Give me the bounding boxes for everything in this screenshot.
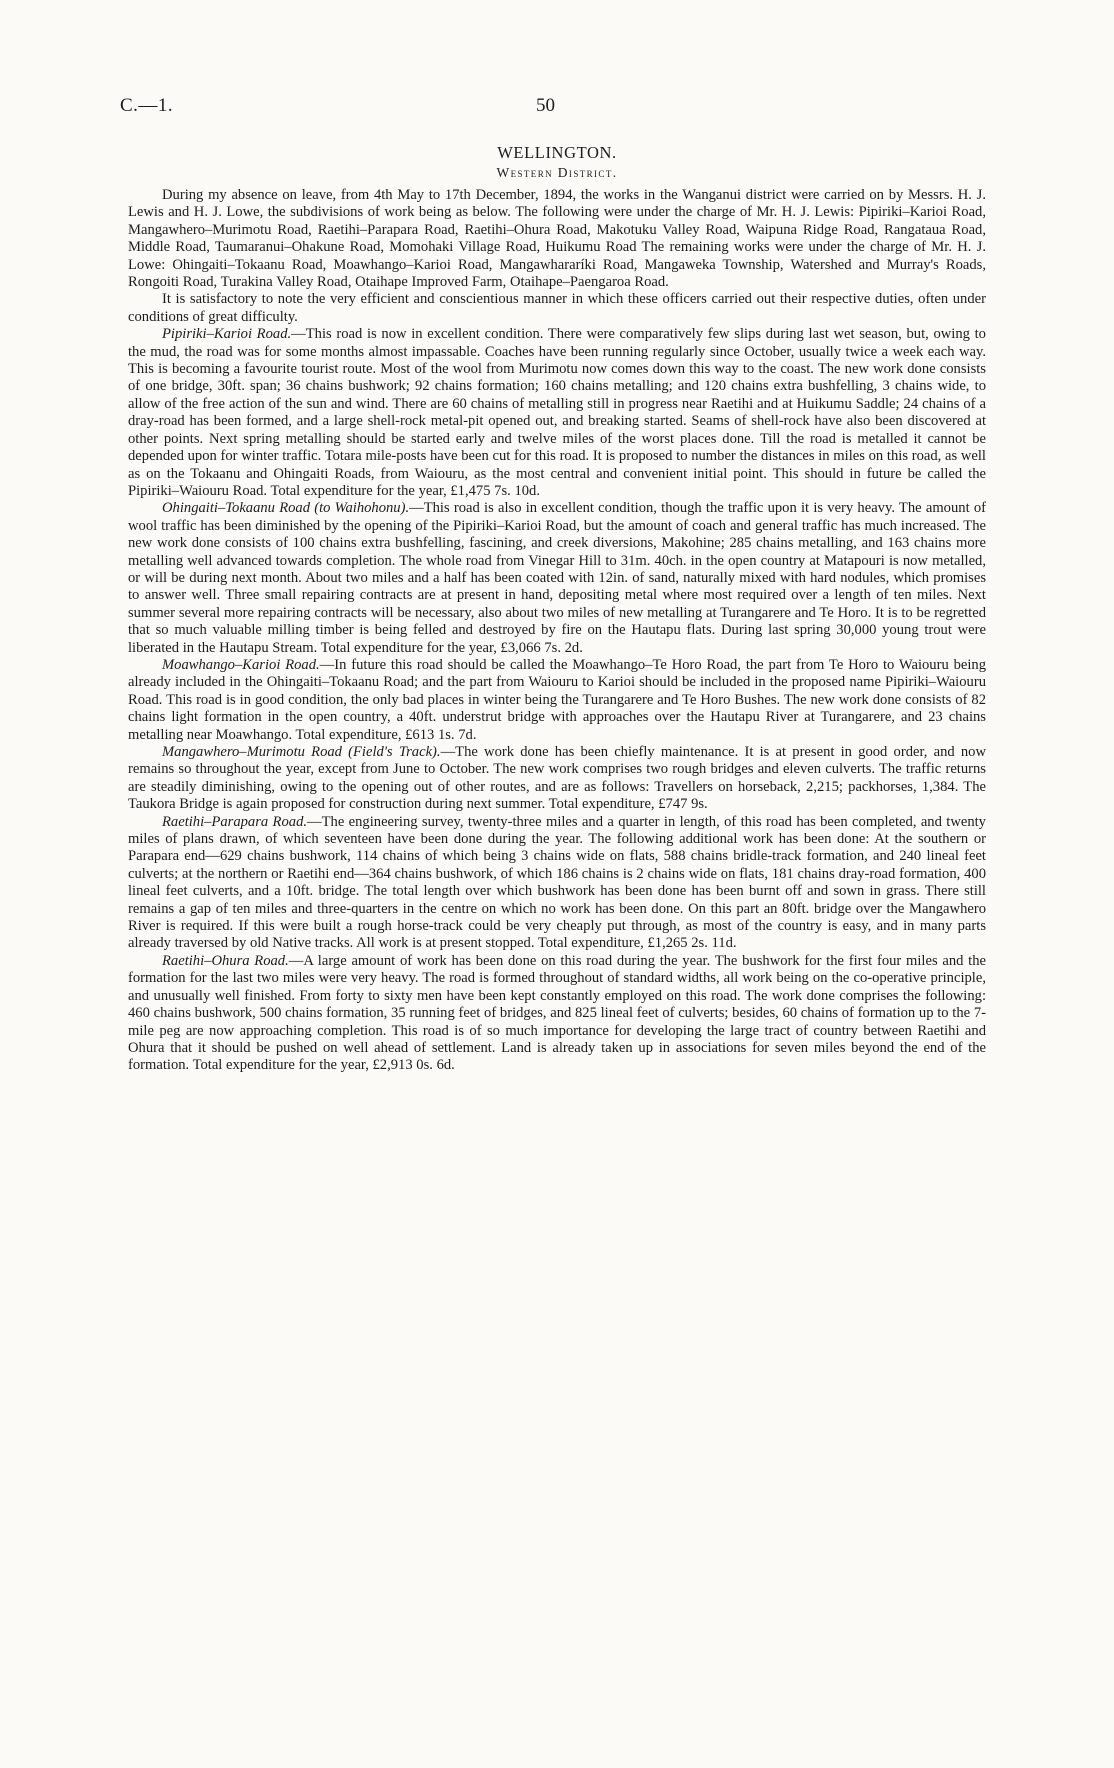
road-heading: Mangawhero–Murimotu Road (Field's Track). [162,744,441,760]
paragraph-text: —This road is now in excellent condition. There were comparatively few slips during last wet season, but, owing to the mud, the road was for some months almost impassable. Coaches have been running regularly since October, usually twice a week each way. This is becoming a favourite tourist route. Most of the wool from Murimotu now comes down this way to the coast. The new work done consists of one bridge, 30ft. span; 36 chains bushwork; 92 chains formation; 160 chains metalling; and 120 chains extra bushfelling, 3 chains wide, to allow of the free action of the sun and wind. There are 60 chains of metalling still in progress near Raetihi and at Huikumu Saddle; 24 chains of a dray-road has been formed, and a large shell-rock metal-pit opened out, and breaking started. Seams of shell-rock have also been discovered at other points. Next spring metalling should be started early and twelve miles of the worst places done. Till the road is metalled it cannot be depended upon for winter traffic. Totara mile-posts have been cut for this road. It is proposed to number the distances in miles on this road, as well as on the Tokaanu and Ohingaiti Roads, from Waiouru, as the most central and convenient initial point. This should in future be called the Pipiriki–Waiouru Road. Total expenditure for the year, £1,475 7s. 10d. [128,326,986,499]
page-number: 50 [536,95,555,116]
paragraph-raetihi-ohura [128,953,986,1075]
paragraph-text: It is satisfactory to note the very efficient and conscientious manner in which these officers carried out their respective duties, often under conditions of great difficulty. [128,291,986,325]
paragraph-officers [128,291,986,326]
paragraph-ohingaiti-tokaanu [128,500,986,657]
paragraph-text: —The engineering survey, twenty-three miles and a quarter in length, of this road has been completed, and twenty miles of plans drawn, of which seventeen have been done during the year. The following additional work has been done: At the southern or Parapara end—629 chains bushwork, 114 chains of which being 3 chains wide on flats, 588 chains bridle-track formation, and 240 lineal feet culverts; at the northern or Raetihi end—364 chains bushwork, of which 186 chains is 2 chains wide on flats, 181 chains dray-road formation, 400 lineal feet culverts, and a 10ft. bridge. The total length over which bushwork has been done has been burnt off and sown in grass. There still remains a gap of ten miles and three-quarters in the centre on which no work has been done. On this part an 80ft. bridge over the Mangawhero River is required. If this were built a rough horse-track could be very cheaply put through, as most of the country is easy, and in many parts already traversed by old Native tracks. All work is at present stopped. Total expenditure, £1,265 2s. 11d. [128,813,986,952]
road-heading: Raetihi–Parapara Road. [162,813,308,830]
paragraph-intro [128,187,986,291]
road-heading: Moawhango–Karioi Road. [162,656,320,673]
paragraph-text: —In future this road should be called the Moawhango–Te Horo Road, the part from Te Horo to Waiouru being already included in the Ohingaiti–Tokaanu Road; and the part from Waiouru to Karioi should be included in the proposed name Pipiriki–Waiouru Road. This road is in good condition, the only bad places in winter being the Turangarere and Te Horo Bushes. The new work done consists of 82 chains light formation in the open country, a 40ft. understrut bridge with approaches over the Hautapu River at Turangarere, and 23 chains metalling near Moawhango. Total expenditure, £613 1s. 7d. [128,656,987,743]
road-heading: Pipiriki–Karioi Road. [162,326,292,343]
section-subtitle: Western District. [496,165,618,180]
section-title: WELLINGTON. [497,143,617,162]
document-reference: C.—1. [120,95,174,116]
paragraph-text: —The work done has been chiefly maintenance. It is at present in good order, and now remains so throughout the year, except from June to October. The new work comprises two rough bridges and eleven culverts. The traffic returns are steadily diminishing, owing to the opening out of other routes, and are as follows: Travellers on horseback, 2,215; packhorses, 1,384. The Taukora Bridge is again proposed for construction during next summer. Total expenditure, £747 9s. [128,744,987,813]
paragraph-text: —This road is also in excellent condition, though the traffic upon it is very heavy. The amount of wool traffic has been diminished by the opening of the Pipiriki–Karioi Road, but the amount of coach and general traffic has much increased. The new work done consists of 100 chains extra bushfelling, fascining, and creek diversions, Makohine; 285 chains metalling, and 163 chains more metalling well advanced towards completion. The whole road from Vinegar Hill to 31m. 40ch. in the open country at Matapouri is now metalled, or will be during next month. About two miles and a half has been coated with 12in. of sand, naturally mixed with hard nodules, which promises to answer well. Three small repairing contracts are at present in hand, depositing metal where most required over a length of ten miles. Next summer several more repairing contracts will be necessary, also about two miles of new metalling at Turangarere and Te Horo. It is to be regretted that so much valuable milling timber is being felled and destroyed by fire on the Hautapu flats. During last spring 30,000 young trout were liberated in the Hautapu Stream. Total expenditure for the year, £3,066 7s. 2d. [128,500,986,656]
paragraph-raetihi-parapara [128,814,986,953]
paragraph-pipiriki-karioi [128,326,986,500]
paragraph-mangawhero-murimotu [128,744,986,814]
body-text [128,187,986,1075]
paragraph-text: —A large amount of work has been done on this road during the year. The bushwork for the first four miles and the formation for the last two miles were very heavy. The road is formed throughout of standard widths, all work being on the co-operative principle, and unusually well finished. From forty to sixty men have been kept constantly employed on this road. The work done comprises the following: 460 chains bushwork, 500 chains formation, 35 running feet of bridges, and 825 lineal feet of culverts; besides, 60 chains of formation up to the 7-mile peg are now approaching completion. This road is of so much importance for developing the large tract of country between Raetihi and Ohura that it should be pushed on well ahead of settlement. Land is already taken up in associations for seven miles beyond the end of the formation. Total expenditure for the year, £2,913 0s. 6d. [128,952,986,1074]
running-header [120,95,994,125]
road-heading: Raetihi–Ohura Road. [162,952,289,969]
paragraph-text: During my absence on leave, from 4th May to 17th December, 1894, the works in the Wanganui district were carried on by Messrs. H. J. Lewis and H. J. Lowe, the subdivisions of work being as below. The following were under the charge of Mr. H. J. Lewis: Pipiriki–Karioi Road, Mangawhero–Murimotu Road, Raetihi–Parapara Road, Raetihi–Ohura Road, Makotuku Valley Road, Waipuna Ridge Road, Rangataua Road, Middle Road, Taumaranui–Ohakune Road, Momohaki Village Road, Huikumu Road The remaining works were under the charge of Mr. H. J. Lowe: Ohingaiti–Tokaanu Road, Moawhango–Karioi Road, Mangawhararíki Road, Mangaweka Township, Watershed and Murray's Roads, Rongoiti Road, Turakina Valley Road, Otaihape Improved Farm, Otaihape–Paengaroa Road. [128,187,986,291]
road-heading: Ohingaiti–Tokaanu Road (to Waihohonu). [162,500,410,517]
paragraph-moawhango-karioi [128,657,986,744]
